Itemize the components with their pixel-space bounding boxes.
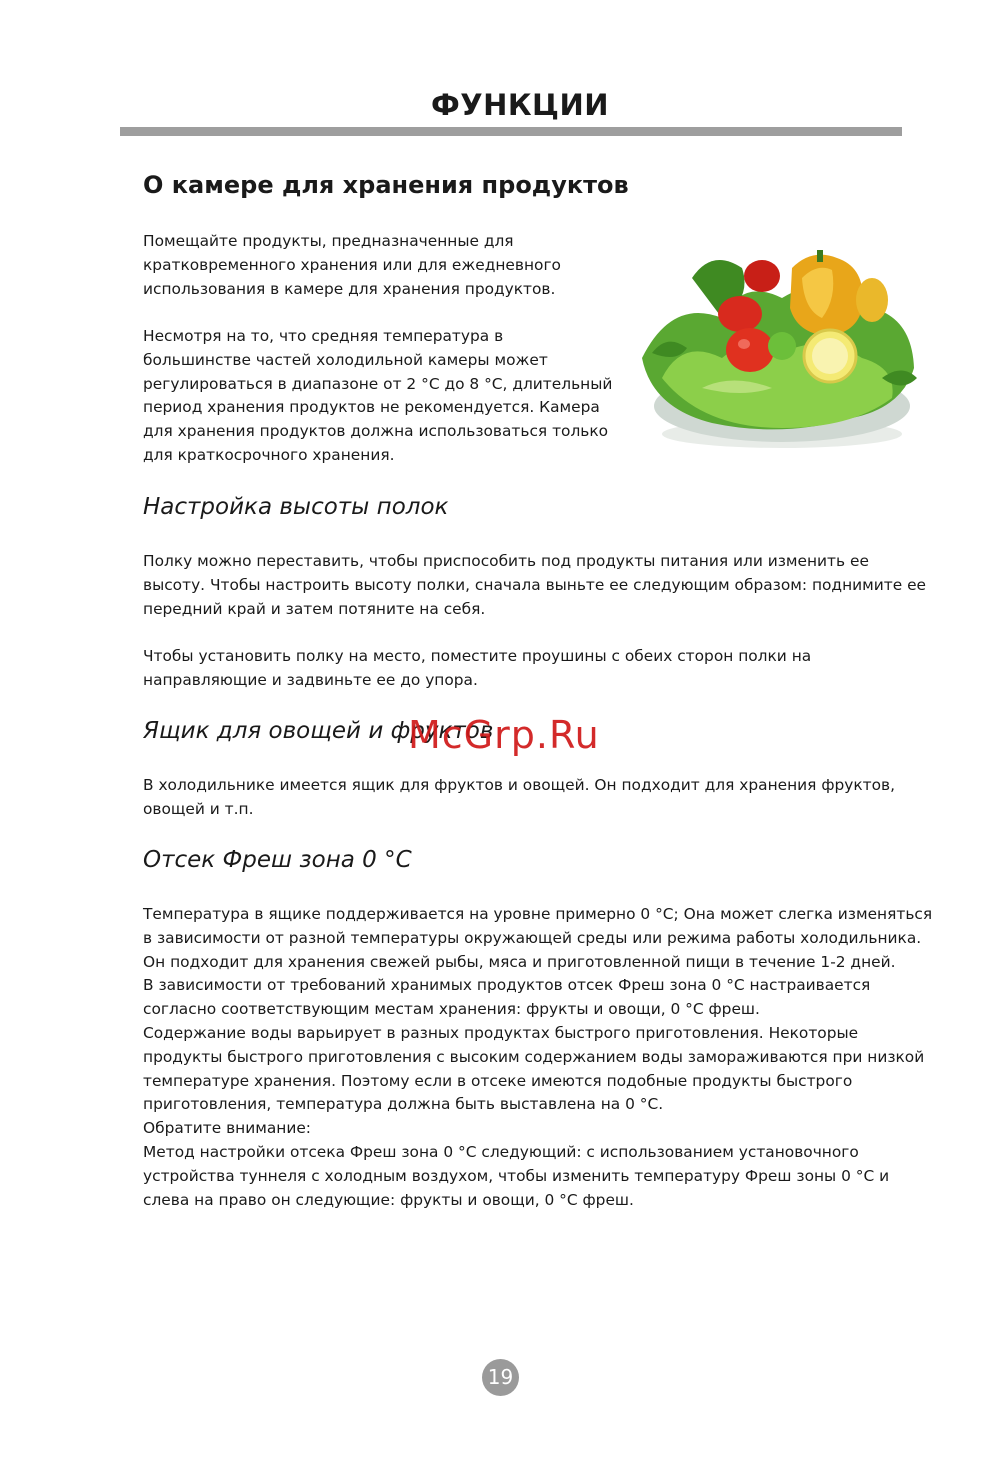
fresh-zone-line-1: Температура в ящике поддерживается на уровне примерно 0 °C; Она может слегка изменяться в зависимости от разной температуры окружающей среды или режима работы холодильника. Он подходит для хранения свежей рыбы, мяса и приготовленной пищи в течение 1-2 дней.	[143, 905, 933, 971]
fresh-zone-line-5: Метод настройки отсека Фреш зона 0 °C следующий: с использованием установочного устройства туннеля с холодным воздухом, чтобы изменить температуру Фреш зоны 0 °C и слева на право он следующие: фрукты и овощи, 0 °C фреш.	[143, 1142, 890, 1209]
page-title: ФУНКЦИИ	[430, 88, 610, 122]
fresh-zone-line-4: Обратите внимание:	[143, 1119, 311, 1138]
crisper-paragraph: В холодильнике имеется ящик для фруктов и овощей. Он подходит для хранения фруктов, овощей и т.п.	[143, 776, 896, 818]
shelves-paragraph-2: Чтобы установить полку на место, поместите проушины с обеих сторон полки на направляющие и задвиньте ее до упора.	[143, 647, 812, 689]
fresh-zone-text	[143, 903, 933, 1212]
shelves-paragraph-1: Полку можно переставить, чтобы приспособить под продукты питания или изменить ее высоту. Чтобы настроить высоту полки, сначала выньте ее следующим образом: поднимите ее передний край и затем потяните на себя.	[143, 552, 927, 618]
fresh-zone-line-3: Содержание воды варьирует в разных продуктах быстрого приготовления. Некоторые продукты быстрого приготовления с высоким содержанием воды замораживаются при низкой температуре хранения. Поэтому если в отсеке имеются подобные продукты быстрого приготовления, температура должна быть выставлена на 0 °C.	[143, 1023, 925, 1114]
section-heading-fresh-zone: Отсек Фреш зона 0 °C	[143, 847, 412, 873]
storage-paragraph-2: Несмотря на то, что средняя температура в большинстве частей холодильной камеры может регулироваться в диапазоне от 2 °C до 8 °C, длительный период хранения продуктов не рекомендуется. Камера для хранения продуктов должна использоваться только для краткосрочного хранения.	[143, 327, 613, 464]
vegetables-image	[632, 238, 924, 454]
storage-paragraph-1: Помещайте продукты, предназначенные для кратковременного хранения или для ежедневного использования в камере для хранения продуктов.	[143, 232, 561, 298]
section-heading-crisper: Ящик для овощей и фруктов	[143, 718, 494, 744]
page-number-badge: 19	[482, 1359, 519, 1396]
fresh-zone-line-2: В зависимости от требований хранимых продуктов отсек Фреш зона 0 °C настраивается согласно соответствующим местам хранения: фрукты и овощи, 0 °C фреш.	[143, 976, 871, 1019]
title-divider	[120, 127, 902, 136]
section-heading-storage: О камере для хранения продуктов	[143, 171, 629, 199]
watermark: McGrp.Ru	[408, 713, 600, 757]
section-heading-shelves: Настройка высоты полок	[143, 494, 449, 520]
